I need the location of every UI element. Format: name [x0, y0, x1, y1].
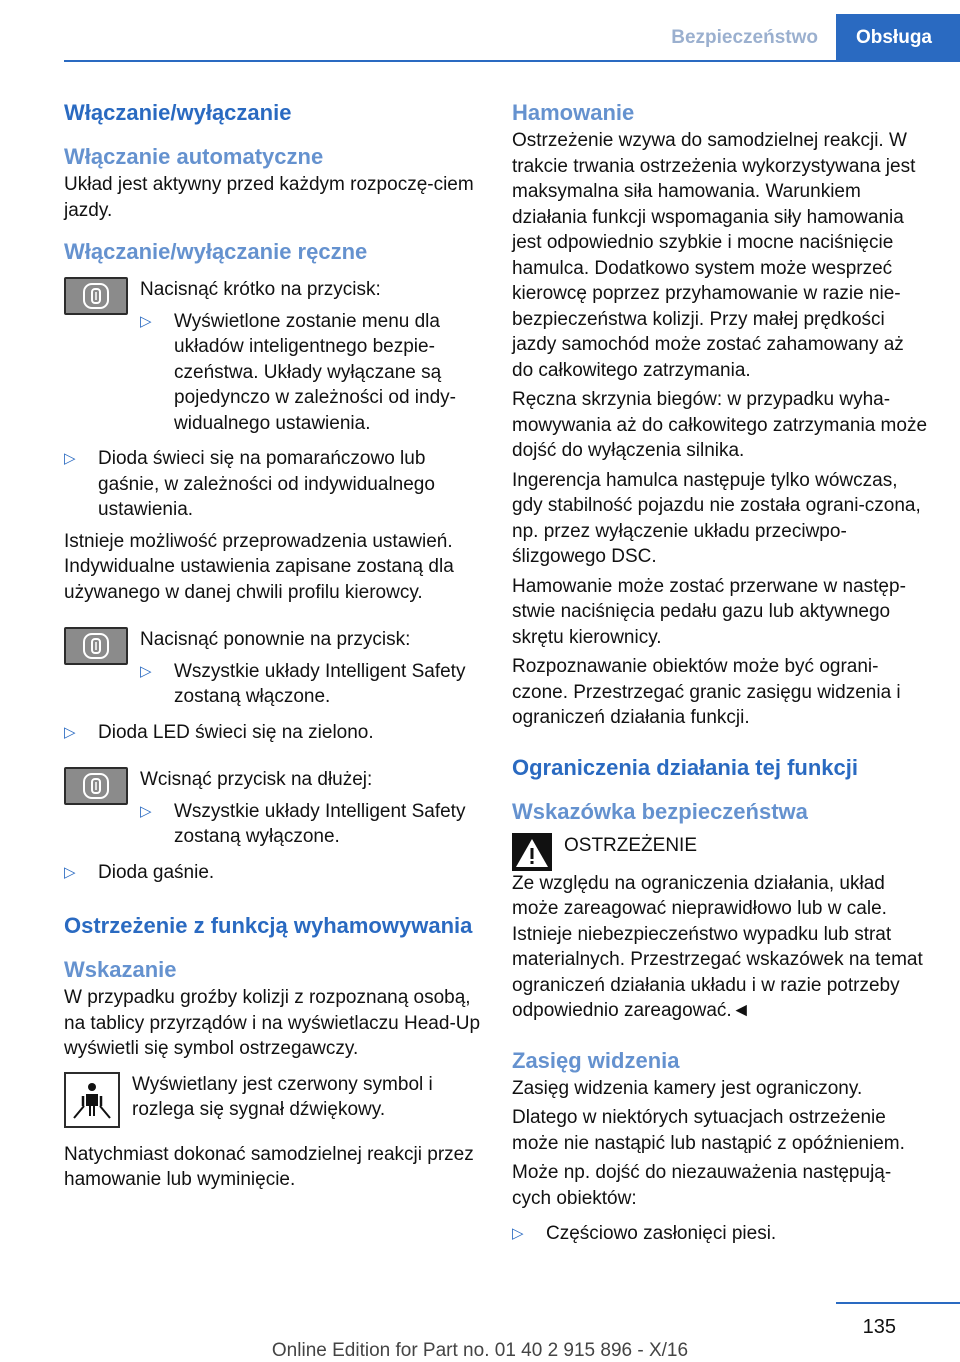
heading-safety-note: Wskazówka bezpieczeństwa: [512, 798, 808, 824]
bullet-text: Dioda świeci się na pomarańczowo lub gaśnie, w zależności od indywidualnego ustawienia.: [98, 448, 435, 520]
red-symbol-block: [64, 1072, 486, 1128]
warning-block: [512, 833, 928, 871]
bullet-text: Dioda gaśnie.: [98, 861, 215, 883]
list-item: [64, 446, 486, 523]
heading-limits: Ograniczenia działania tej funkcji: [512, 754, 858, 780]
intelligent-safety-button-icon: [64, 627, 128, 665]
left-column: [64, 98, 486, 1193]
text-delay: Dlatego w niektórych sytuacjach ostrzeżenie może nie nastąpić lub nastąpić z opóźnieniem.: [512, 1107, 905, 1154]
bullet-text: Wyświetlone zostanie menu dla układów inteligentnego bezpie‐czeństwa. Układy wyłączane są pojedynczo w zależności od indy‐widualnego ustawienia.: [174, 310, 456, 434]
press-again-block: [64, 627, 486, 710]
header-tabs: [653, 14, 960, 62]
text-intervention: Ingerencja hamulca następuje tylko wówczas, gdy stabilność pojazdu nie została ograni‐czona, np. przez wyłączenie układu przeciwpo‐ślizgowego DSC.: [512, 469, 921, 567]
text-auto: Układ jest aktywny przed każdym rozpoczę‐ciem jazdy.: [64, 174, 474, 221]
bullet-text: Wszystkie układy Intelligent Safety zostaną włączone.: [174, 660, 466, 707]
list-item: [512, 1221, 928, 1247]
bullet-triangle-icon: ▷: [140, 802, 152, 820]
edition-footer: Online Edition for Part no. 01 40 2 915 896 - X/16: [271, 1340, 689, 1361]
warning-text: Ze względu na ograniczenia działania, układ może zareagować nieprawidłowo lub w cale. Istnieje niebezpieczeństwo wypadku lub strat materialnych. Przestrzegać wskazówek na temat ograniczeń działania układu i w razie potrzeby odpowiednio zareagować.◄: [512, 872, 923, 1021]
intelligent-safety-button-icon: [64, 277, 128, 315]
heading-brake-warning: Ostrzeżenie z funkcją wyhamowywania: [64, 913, 473, 938]
press-short-block: [64, 277, 486, 436]
bullet-text: Częściowo zasłonięci piesi.: [546, 1223, 777, 1244]
bullet-triangle-icon: ▷: [140, 312, 152, 330]
list-item: [140, 659, 486, 710]
list-item: [140, 799, 486, 850]
text-recognition: Rozpoznawanie obiektów może być ograni‐czone. Przestrzegać granic zasięgu widzenia i ograniczeń działania funkcji.: [512, 656, 901, 728]
warning-triangle-icon: [512, 833, 552, 871]
text-press-again: Nacisnąć ponownie na przycisk:: [140, 629, 411, 650]
text-interrupt: Hamowanie może zostać przerwane w następ‐stwie naciśnięcia pedału gazu lub aktywnego skrętu kierownicy.: [512, 575, 906, 648]
text-react: Natychmiast dokonać samodzielnej reakcji przez hamowanie lub wyminięcie.: [64, 1143, 474, 1190]
heading-range: Zasięg widzenia: [512, 1047, 680, 1073]
header-divider: [64, 60, 960, 62]
list-item: [140, 309, 486, 437]
text-range: Zasięg widzenia kamery jest ograniczony.: [512, 1077, 863, 1099]
text-objects: Może np. dojść do niezauważenia następują‐cych obiektów:: [512, 1162, 892, 1209]
heading-braking: Hamowanie: [512, 100, 635, 125]
text-press-long: Wcisnąć przycisk na dłużej:: [140, 769, 373, 790]
text-press-short: Nacisnąć krótko na przycisk:: [140, 279, 381, 300]
page-number: 135: [862, 1316, 896, 1338]
bullet-text: Dioda LED świeci się na zielono.: [98, 721, 374, 743]
bullet-triangle-icon: ▷: [64, 450, 76, 467]
text-settings: Istnieje możliwość przeprowadzenia ustawień. Indywidualne ustawienia zapisane zostaną dla używanego w danej chwili profilu kierowcy.: [64, 530, 454, 603]
heading-auto: Włączanie automatyczne: [64, 144, 324, 169]
bullet-triangle-icon: ▷: [64, 863, 76, 881]
bullet-triangle-icon: ▷: [140, 662, 152, 680]
bullet-text: Wszystkie układy Intelligent Safety zostaną wyłączone.: [174, 800, 466, 847]
bullet-triangle-icon: ▷: [64, 723, 76, 741]
heading-manual: Włączanie/wyłączanie ręczne: [64, 239, 368, 264]
text-red-symbol: Wyświetlany jest czerwony symbol i rozlega się sygnał dźwiękowy.: [132, 1073, 433, 1120]
pedestrian-warning-icon: [64, 1072, 120, 1128]
heading-on-off: Włączanie/wyłączanie: [64, 100, 292, 125]
text-indication: W przypadku groźby kolizji z rozpoznaną osobą, na tablicy przyrządów i na wyświetlaczu Head-Up wyświetli się symbol ostrzegawczy.: [64, 987, 481, 1059]
intelligent-safety-button-icon: [64, 767, 128, 805]
heading-indication: Wskazanie: [64, 957, 177, 982]
text-manual-gearbox: Ręczna skrzynia biegów: w przypadku wyha‐mowywania aż do całkowitego zatrzymania może dojść do wyłączenia silnika.: [512, 389, 928, 461]
warning-title: OSTRZEŻENIE: [564, 834, 698, 856]
list-item: [64, 860, 486, 886]
tab-bezpieczenstwo[interactable]: Bezpieczeństwo: [671, 27, 818, 48]
bullet-triangle-icon: ▷: [512, 1225, 524, 1242]
press-long-block: [64, 767, 486, 850]
footer-divider: [836, 1302, 960, 1304]
list-item: [64, 720, 486, 746]
text-braking: Ostrzeżenie wzywa do samodzielnej reakcji. W trakcie trwania ostrzeżenia wykorzystywana jest maksymalna siła hamowania. Warunkiem działania funkcji wspomagania siły hamowania jest odpowiednio szybkie i mocne naciśnięcie hamulca. Dodatkowo system może wesprzeć kierowcę poprzez przyhamowanie w razie nie‐bezpieczeństwa kolizji. Przy małej prędkości jazdy samochód może zostać zahamowany aż do całkowitego zatrzymania.: [512, 130, 916, 381]
tab-obsluga[interactable]: Obsługa: [836, 14, 960, 62]
right-column: [512, 98, 928, 1247]
